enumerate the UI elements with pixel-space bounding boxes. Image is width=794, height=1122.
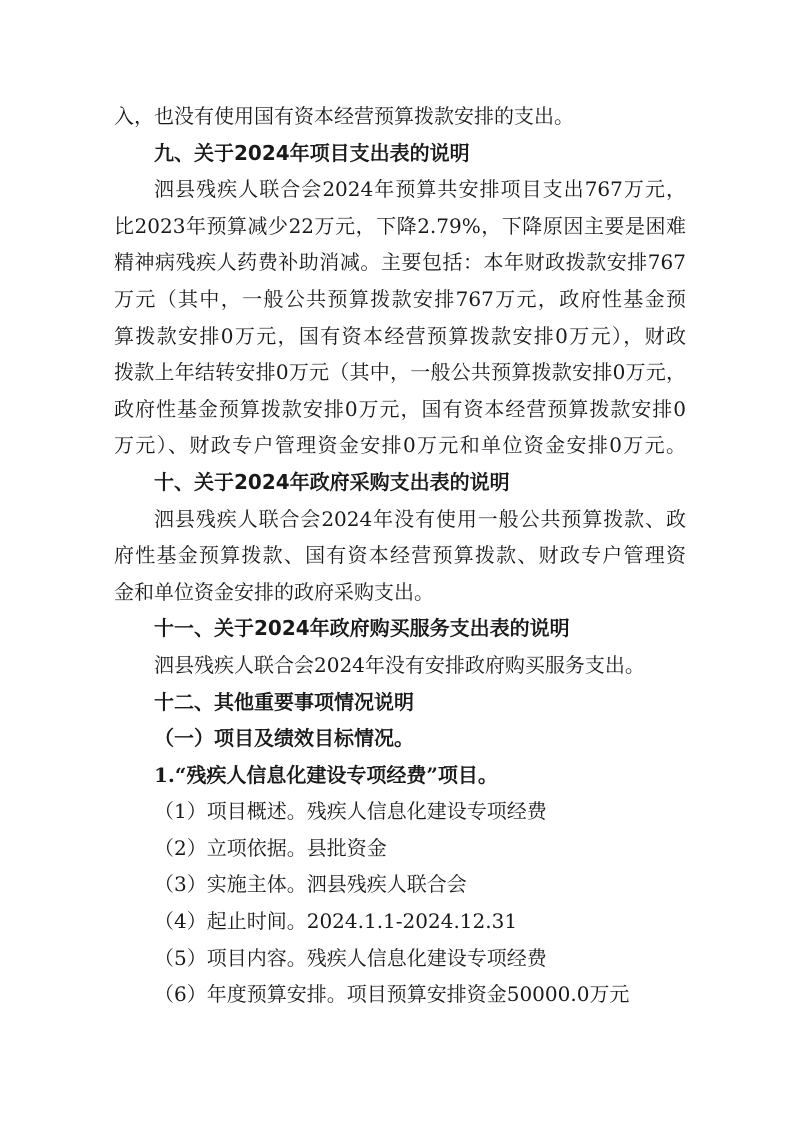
section-heading-10: 十、关于2024年政府采购支出表的说明 [154,469,510,494]
paragraph-line: 精神病残疾人药费补助消减。主要包括：本年财政拨款安排767 [114,250,686,275]
paragraph-line: 万元）、财政专户管理资金安排0万元和单位资金安排0万元。 [114,433,686,458]
paragraph-line: 政府性基金预算拨款安排0万元，国有资本经营预算拨款安排0 [114,396,686,421]
paragraph-line: 泗县残疾人联合会2024年没有使用一般公共预算拨款、政 [154,506,686,531]
document-body [114,98,686,1013]
section-heading-12: 十二、其他重要事项情况说明 [154,689,414,714]
paragraph-line: 拨款上年结转安排0万元（其中，一般公共预算拨款安排0万元， [114,360,686,385]
section-heading-11: 十一、关于2024年政府购买服务支出表的说明 [154,616,570,641]
paragraph-continuation: 入，也没有使用国有资本经营预算拨款安排的支出。 [114,104,574,128]
section-heading-9: 九、关于2024年项目支出表的说明 [154,140,470,165]
project-item-basis: （2）立项依据。县批资金 [154,835,387,860]
project-item-overview: （1）项目概述。残疾人信息化建设专项经费 [154,799,547,824]
paragraph-line: 金和单位资金安排的政府采购支出。 [114,579,434,604]
project-item-period: （4）起止时间。2024.1.1-2024.12.31 [154,909,518,934]
project-item-budget: （6）年度预算安排。项目预算安排资金50000.0万元 [154,982,630,1007]
paragraph-line: 万元（其中，一般公共预算拨款安排767万元，政府性基金预 [114,286,686,311]
paragraph-line: 府性基金预算拨款、国有资本经营预算拨款、财政专户管理资 [114,543,686,568]
subsection-heading: （一）项目及绩效目标情况。 [154,726,414,751]
project-title: 1.“残疾人信息化建设专项经费”项目。 [154,762,498,787]
paragraph-line: 泗县残疾人联合会2024年预算共安排项目支出767万元， [154,177,686,202]
paragraph-line: 算拨款安排0万元，国有资本经营预算拨款安排0万元），财政 [114,323,686,348]
project-item-content: （5）项目内容。残疾人信息化建设专项经费 [154,945,547,970]
project-item-entity: （3）实施主体。泗县残疾人联合会 [154,872,467,897]
paragraph-line: 比2023年预算减少22万元，下降2.79%，下降原因主要是困难 [114,213,686,238]
paragraph-line: 泗县残疾人联合会2024年没有安排政府购买服务支出。 [154,652,645,677]
